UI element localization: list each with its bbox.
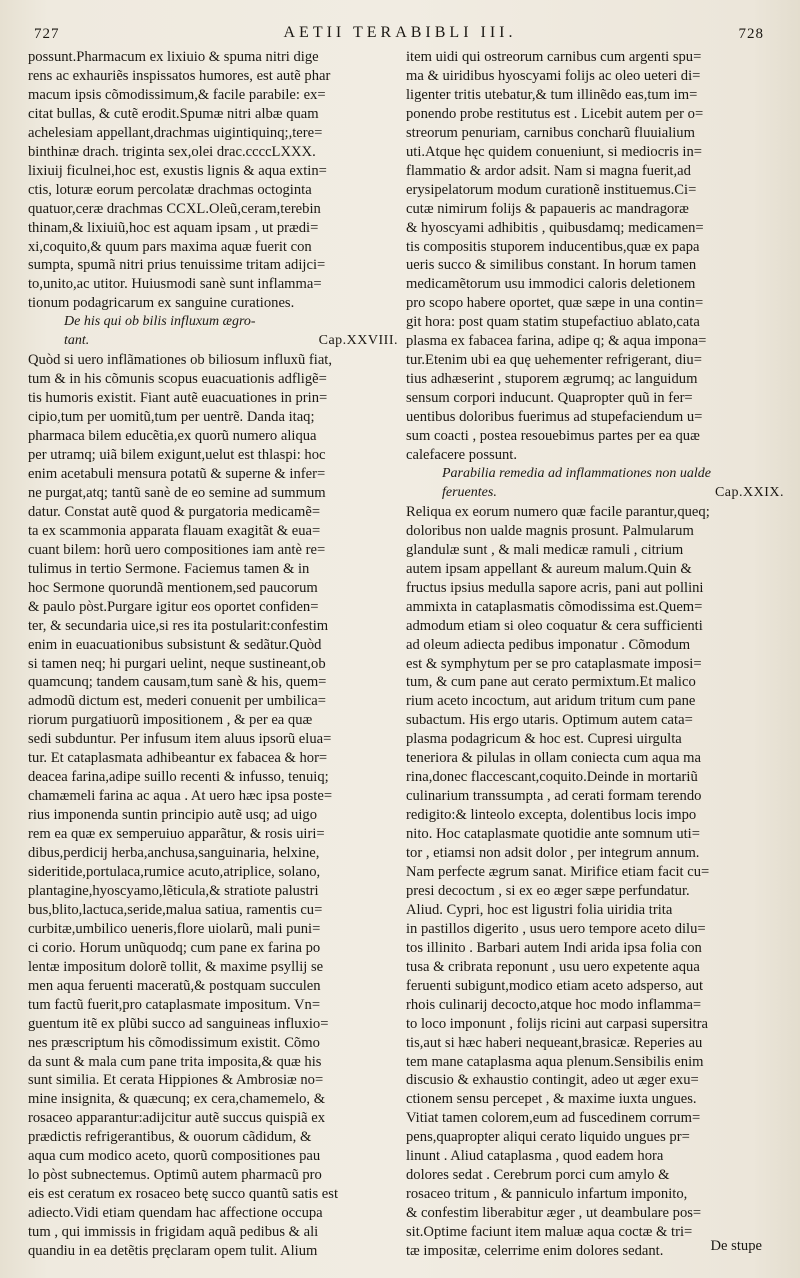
- text-line: presi decoctum , si ex eo æger sæpe perfundatur.: [406, 882, 690, 899]
- text-line: rem ea quæ ex semperuiuo apparãtur, & rosis uiri=: [28, 826, 325, 843]
- text-line: tos illinito . Barbari autem Indi arida ipsa folia con: [406, 939, 702, 956]
- text-line: sunt similia. Et cerata Hippiones & Ambrosiæ no=: [28, 1072, 324, 1089]
- text-line: pens,quapropter aliqui cerato liquido ungues pr=: [406, 1129, 690, 1146]
- text-line: tulimus in tertio Sermone. Faciemus tamen & in: [28, 560, 310, 577]
- text-line: sideritide,portulaca,rumice acuto,atriplice, solano,: [28, 863, 321, 880]
- text-line: lentæ impositum dolorẽ tollit, & maxime psyllij se: [28, 958, 324, 975]
- text-line: plantagine,hyoscyamo,lẽticula,& stratiote palustri: [28, 882, 319, 899]
- text-line: ta ex scammonia apparata flauam exagitãt & eua=: [28, 522, 321, 539]
- text-line: adiecto.Vidi etiam quendam hac affectione occupa: [28, 1205, 323, 1222]
- text-line: flammatio & ardor adsit. Nam si magna fuerit,ad: [406, 162, 691, 179]
- text-line: Aliud. Cypri, hoc est ligustri folia uiridia trita: [406, 901, 673, 918]
- chapter-number-right: Cap.XXIX.: [714, 484, 784, 500]
- text-line: quamcunq; tandem causam,tum sanè & his, quem=: [28, 674, 327, 691]
- text-line: achelesiam appellant,drachmas uigintiquinq;,tere=: [28, 124, 323, 141]
- text-line: sum coacti , postea resouebimus partes per ea quæ: [406, 428, 700, 445]
- text-line: tis compositis stuporem inducentibus,quæ ex papa: [406, 238, 700, 255]
- text-line: tusa & cribrata reponunt , usu uero expetente aqua: [406, 958, 700, 975]
- text-line: discusio & exhaustio contingit, adeo ut æger exu=: [406, 1072, 699, 1089]
- text-line: ligenter tritis utebatur,& tum illinẽdo eas,tum im=: [406, 86, 698, 103]
- text-line: item uidi qui ostreorum carnibus cum argenti spu=: [406, 49, 702, 65]
- text-line: pharmaca bilem educẽtia,ex quorũ numero aliqua: [28, 428, 317, 445]
- text-line: admodum etiam si oleo coquatur & cera sufficienti: [406, 617, 703, 634]
- text-line: in pastillos digerito , usus uero tempore aceto dilu=: [406, 920, 706, 937]
- text-line: men aqua feruenti maceratũ,& postquam succulen: [28, 977, 321, 994]
- text-line: admodũ dictum est, mederi conuenit per umbilica=: [28, 693, 326, 710]
- text-line: streorum penuriam, carnibus concharũ fluuialium: [406, 124, 695, 141]
- text-line: Reliqua ex eorum numero quæ facile parantur,queq;: [406, 503, 710, 520]
- text-line: git hora: post quam statim stupefactiuo ablato,cata: [406, 314, 700, 331]
- text-line: tem mane cataplasma aqua plenum.Sensibilis enim: [406, 1053, 704, 1070]
- text-line: da sunt & mala cum pane trita imposita,& quæ his: [28, 1053, 322, 1070]
- text-line: & hyoscyami adhibitis , quibusdamq; medicamen=: [406, 219, 704, 236]
- text-line: tæ impositæ, celerrime enim dolores sedant.: [406, 1243, 664, 1260]
- text-line: Nam perfecte ægrum sanat. Mirifice etiam facit cu=: [406, 863, 710, 880]
- text-line: rens ac exhauriẽs inspissatos humores, est autẽ phar: [28, 67, 331, 84]
- text-line: linunt . Aliud cataplasma , quod eadem hora: [406, 1148, 664, 1165]
- right-column: [406, 48, 784, 1261]
- right-text-block-2: [406, 503, 784, 1261]
- text-line: possunt.Pharmacum ex lixiuio & spuma nitri dige: [28, 49, 319, 65]
- text-line: fructus ipsius medulla sapore acris, pani aut pollini: [406, 579, 704, 596]
- text-line: rina,donec flaccescant,coquito.Deinde in mortariũ: [406, 769, 698, 786]
- text-line: cipio,tum per uomitũ,tum per uentrẽ. Danda itaq;: [28, 409, 315, 426]
- text-line: tius adhæserint , stuporem ægrumq; ac languidum: [406, 371, 698, 388]
- text-line: tur.Etenim ubi ea quę uehementer refrigerant, diu=: [406, 352, 702, 369]
- text-line: guentum itẽ ex plũbi succo ad sanguineas influxio=: [28, 1015, 329, 1032]
- text-line: doloribus non ualde magnis prosunt. Palmularum: [406, 522, 694, 539]
- text-line: plasma podagricum & hoc est. Cupresi uirgulta: [406, 731, 682, 748]
- text-line: deacea farina,adipe suillo recenti & infusso, tenuiq;: [28, 769, 329, 786]
- page-header: [0, 0, 800, 50]
- text-line: sedi subduntur. Per infusum item aluus ipsorũ elua=: [28, 731, 332, 748]
- text-line: subactum. His ergo utaris. Optimum autem cata=: [406, 712, 693, 729]
- text-line: & paulo pòst.Purgare igitur eos oportet confiden=: [28, 598, 319, 615]
- text-line: si tamen neq; hi purgari uelint, neque sustineant,ob: [28, 655, 326, 672]
- text-line: cuant bilem: horũ uero compositiones iam antè re=: [28, 541, 326, 558]
- text-line: tor , etiamsi non adsit dolor , per integrum annum.: [406, 845, 700, 862]
- text-line: to loco imponunt , folijs ricini aut carpasi supersitra: [406, 1015, 708, 1032]
- text-line: culinarium transsumpta , ad cerati formam terendo: [406, 788, 702, 805]
- text-line: hoc Sermone quorundã mentionem,sed paucorum: [28, 579, 318, 596]
- text-line: datur. Constat autẽ quod & purgatoria medicamẽ=: [28, 503, 321, 520]
- text-line: ponendo probe restitutus est . Licebit autem per o=: [406, 105, 704, 122]
- left-text-block-2: [28, 351, 398, 1261]
- catchword: De stupe: [710, 1238, 762, 1254]
- text-line: calefacere possunt.: [406, 447, 518, 464]
- text-line: ctis, loturæ eorum percolatæ drachmas octoginta: [28, 181, 312, 198]
- text-line: rosaceo apparantur:adijcitur autẽ succus quispiã ex: [28, 1110, 326, 1127]
- text-line: ad oleum adiecta pedibus imponatur . Cõmodum: [406, 636, 691, 653]
- chapter-heading-right-line1: Parabilia remedia ad inflammationes non ualde: [442, 465, 711, 481]
- text-line: dibus,perdicij herba,anchusa,sanguinaria, helxine,: [28, 845, 320, 862]
- text-line: tionum podagricarum ex sanguine curationes.: [28, 295, 295, 312]
- text-line: sumpta, spumã nitri prius tenuissime tritam adijci=: [28, 257, 326, 274]
- text-line: uentibus doloribus fuerimus ad stupefaciendum u=: [406, 409, 703, 426]
- text-line: curbitæ,umbilico ueneris,flore uiolarũ, mali puni=: [28, 920, 321, 937]
- text-line: mine insignita, & quæcunq; ex cera,chamemelo, &: [28, 1091, 326, 1108]
- text-line: glandulæ sunt , & mali medicæ ramuli , citrium: [406, 541, 684, 558]
- text-line: enim in euacuationibus subsistunt & sedãtur.Quòd: [28, 636, 322, 653]
- text-line: teneriora & pilulas in ollam coniecta cum aqua ma: [406, 750, 702, 767]
- chapter-heading-right-word: feruentes.: [442, 484, 497, 500]
- text-line: binthinæ drach. triginta sex,olei drac.ccccLXXX.: [28, 143, 316, 160]
- text-line: nito. Hoc cataplasmate quotidie ante somnum uti=: [406, 826, 700, 843]
- chapter-number-left: Cap.XXVIII.: [318, 333, 398, 349]
- text-line: pro scopo habere oportet, quæ sæpe in una contin=: [406, 295, 704, 312]
- text-line: nes præscriptum his cõmodissimum existit. Cõmo: [28, 1034, 320, 1051]
- right-text-block: [406, 48, 784, 465]
- text-line: rius imponenda suntin principio autẽ usq; ad uigo: [28, 807, 317, 824]
- text-line: tum , qui immissis in frigidam aquã pedibus & ali: [28, 1224, 319, 1241]
- text-line: feruenti subigunt,modico etiam aceto adsperso, aut: [406, 977, 704, 994]
- left-text-block: [28, 48, 398, 313]
- text-line: Vitiat tamen colorem,eum ad fuscedinem corrum=: [406, 1110, 701, 1127]
- text-line: medicamẽtorum usu immodici caloris deletionem: [406, 276, 696, 293]
- text-line: est & symphytum per se pro cataplasmate imposi=: [406, 655, 702, 672]
- text-line: chamæmeli farina ac aqua . At uero hæc ipsa poste=: [28, 788, 333, 805]
- text-line: Quòd si uero inflãmationes ob biliosum influxũ fiat,: [28, 352, 332, 369]
- chapter-heading-left-word: tant.: [64, 333, 90, 349]
- text-line: quatuor,ceræ drachmas CCXL.Oleũ,ceram,terebin: [28, 200, 321, 217]
- text-line: ammixta in cataplasmatis cõmodissima est.Quem=: [406, 598, 703, 615]
- text-line: rosaceo tritum , & panniculo infartum imponito,: [406, 1186, 688, 1203]
- running-title: AETII TERABIBLI III.: [283, 24, 517, 41]
- text-line: ter, & secundaria uice,si res ita postularit:confestim: [28, 617, 329, 634]
- chapter-heading-left-line2: [28, 332, 398, 351]
- text-line: ne purgat,atq; tantũ sanè de eo semine ad summum: [28, 484, 326, 501]
- text-line: uti.Atque hęc quidem conueniunt, si mediocris in=: [406, 143, 702, 160]
- text-line: & confestim liberabitur æger , ut deambulare pos=: [406, 1205, 702, 1222]
- chapter-heading-left-line1: De his qui ob bilis influxum ægro-: [64, 314, 256, 330]
- text-line: rhois culinarij decocto,atque hoc modo inflamma=: [406, 996, 702, 1013]
- text-line: dolores sedat . Cerebrum porci cum amylo &: [406, 1167, 670, 1184]
- text-line: thinam,& lixiuiũ,hoc est aquam ipsam , ut prædi=: [28, 219, 319, 236]
- text-line: per utramq; uiã bilem exigunt,uelut est thlaspi: hoc: [28, 447, 326, 464]
- text-line: tum factũ fuerit,pro cataplasmate impositum. Vn=: [28, 996, 321, 1013]
- text-line: eis est ceratum ex rosaceo betę succo quantũ satis est: [28, 1186, 339, 1203]
- text-line: lixiuij ficulnei,hoc est, exustis lignis & aqua extin=: [28, 162, 327, 179]
- text-line: enim acetabuli mensura potatũ & superne & infer=: [28, 465, 326, 482]
- text-line: aqua cum modico aceto, quorũ compositiones pau: [28, 1148, 321, 1165]
- page-number-right: 728: [738, 26, 764, 42]
- text-line: prædictis refrigerantibus, & ouorum cãdidum, &: [28, 1129, 312, 1146]
- text-line: quandiu in ea detẽtis pręclaram opem tulit. Alium: [28, 1243, 318, 1260]
- text-line: tum & in his cõmunis scopus euacuationis adfligẽ=: [28, 371, 327, 388]
- text-line: tis humoris existit. Fiant autẽ euacuationes in prin=: [28, 390, 328, 407]
- text-line: riorum purgatiuorũ impositionem , & per ea quæ: [28, 712, 313, 729]
- text-line: tum, & cum pane aut cerato permixtum.Et malico: [406, 674, 696, 691]
- text-line: lo pòst subnectemus. Optimũ autem pharmacũ pro: [28, 1167, 322, 1184]
- left-column: [28, 48, 398, 1261]
- text-line: xi,coquito,& quum pars maxima aquæ fuerit con: [28, 238, 312, 255]
- text-line: ctionem sensu percepet , & maxime iuxta ungues.: [406, 1091, 697, 1108]
- page-number-left: 727: [34, 26, 60, 42]
- chapter-heading-right-line2: [406, 484, 784, 503]
- text-line: erysipelatorum modum curationẽ instituemus.Ci=: [406, 181, 697, 198]
- text-line: plasma ex fabacea farina, adipe q; & aqua impona=: [406, 333, 707, 350]
- text-line: citat bullas, & cutẽ erodit.Spumæ nitri albæ quam: [28, 105, 319, 122]
- text-line: sensum corpori inducunt. Quapropter quũ in fer=: [406, 390, 693, 407]
- text-line: rium aceto incoctum, aut aridum tritum cum pane: [406, 693, 696, 710]
- text-line: ma & uiridibus hyoscyami folijs ac oleo ueteri di=: [406, 67, 701, 84]
- text-line: bus,blito,lactuca,seride,malua satiua, ramentis cu=: [28, 901, 323, 918]
- text-line: redigito:& linteolo excepta, dolentibus locis impo: [406, 807, 697, 824]
- text-line: sit.Optime faciunt item maluæ aqua coctæ & tri=: [406, 1224, 693, 1241]
- text-line: macum ipsis cõmodissimum,& facile parabile: ex=: [28, 86, 326, 103]
- text-line: tur. Et cataplasmata adhibeantur ex fabacea & hor=: [28, 750, 328, 767]
- text-line: ueris succo & similibus constant. In horum tamen: [406, 257, 697, 274]
- text-line: cutæ nimirum folijs & papaueris ac mandragoræ: [406, 200, 689, 217]
- text-line: tis,aut si hæc haberi nequeant,brasicæ. Reperies au: [406, 1034, 703, 1051]
- text-line: ci corio. Horum unũquodq; cum pane ex farina po: [28, 939, 321, 956]
- text-line: autem ipsam appellant & aureum malum.Quin &: [406, 560, 692, 577]
- text-line: to,unito,ac utitor. Huiusmodi sanè sunt inflamma=: [28, 276, 322, 293]
